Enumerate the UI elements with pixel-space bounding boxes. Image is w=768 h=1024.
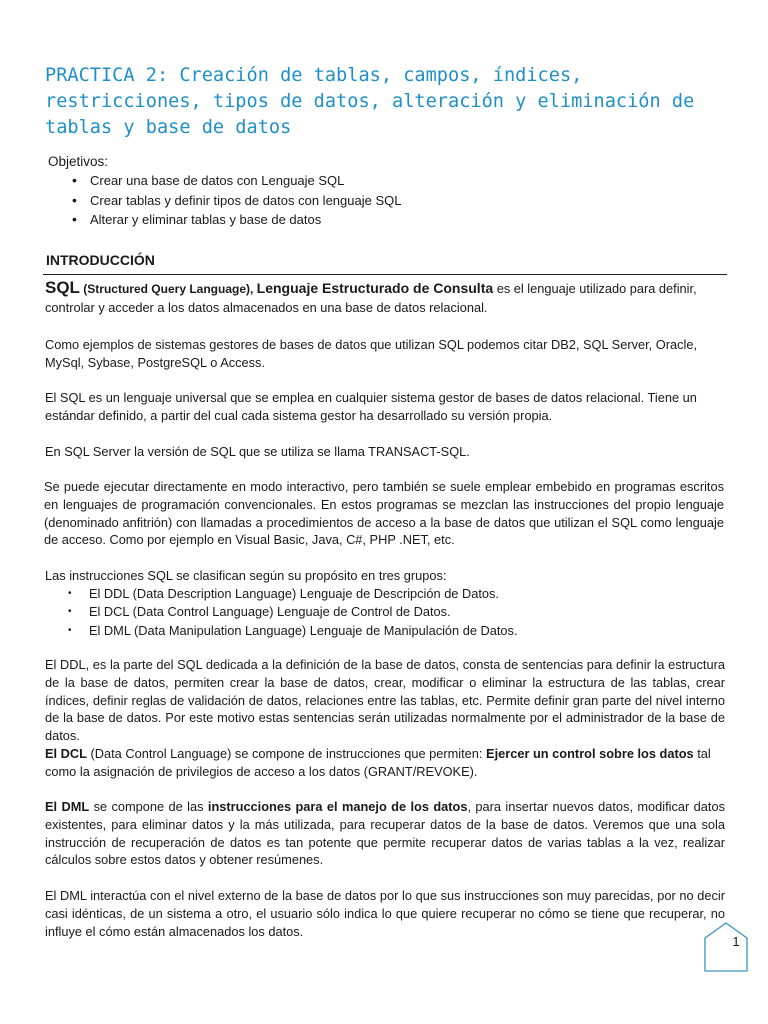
heading-divider [43,274,727,275]
sql-spanish-name: Lenguaje Estructurado de Consulta [256,280,494,296]
list-item-dml: • El DML (Data Manipulation Language) Lenguaje de Manipulación de Datos. [45,622,518,640]
sql-english-name: Structured Query Language [87,282,246,296]
sql-term: SQL [45,278,80,297]
objectives-heading: Objetivos: [48,154,109,169]
paragraph-dbms-examples: Como ejemplos de sistemas gestores de bases de datos que utilizan SQL podemos citar DB2, SQL Server, Oracle, MySql, Sybase, PostgreSQL o Access. [45,337,698,370]
objectives-list [45,171,401,230]
section-heading-introduccion: INTRODUCCIÓN [46,252,155,268]
paragraph-dcl: El DCL (Data Control Language) se compone de instrucciones que permiten: Ejercer un control sobre los datos tal como la asignación de privilegios de acceso a los datos (GRANT/REVOKE). [45,746,711,779]
objective-item: • Crear una base de datos con Lenguaje SQL [45,171,401,191]
paragraph-sql-definition: SQL (Structured Query Language), Lenguaje Estructurado de Consulta es el lenguaje utilizado para definir, controlar y acceder a los datos almacenados en una base de datos relacional. [45,278,697,315]
list-item-ddl: • El DDL (Data Description Language) Lenguaje de Descripción de Datos. [45,585,518,603]
paragraph-dml: El DML se compone de las instrucciones para el manejo de los datos, para insertar nuevos datos, modificar datos existentes, para eliminar datos y la más utilizada, para recuperar datos de la base de datos. Veremos que una sola instrucción de recuperación de datos es tan potente que permite recuperar datos de varias tablas a la vez, realizar cálculos sobre estos datos y obtener resúmenes. [45,799,725,868]
paragraph-dml-external: El DML interactúa con el nivel externo de la base de datos por lo que sus instrucciones son muy parecidas, por no decir casi idénticas, de un sistema a otro, el usuario sólo indica lo que quiere recuperar no cómo se tiene que recuperar, no influye el cómo están almacenados los datos. [45,888,725,939]
objective-item: • Crear tablas y definir tipos de datos con lenguaje SQL [45,191,401,211]
paragraph-sql-universal: El SQL es un lenguaje universal que se emplea en cualquier sistema gestor de bases de datos relacional. Tiene un estándar definido, a partir del cual cada sistema gestor ha desarrollado su versión propia. [45,390,697,423]
list-item-dcl: • El DCL (Data Control Language) Lenguaje de Control de Datos. [45,603,518,621]
paragraph-sql-groups-intro: Las instrucciones SQL se clasifican según su propósito en tres grupos: [45,568,447,583]
objective-item: • Alterar y eliminar tablas y base de datos [45,210,401,230]
paragraph-ddl: El DDL, es la parte del SQL dedicada a la definición de la base de datos, consta de sentencias para definir la estructura de la base de datos, permiten crear la base de datos, crear, modificar o eliminar la estructura de las tablas, crear índices, definir reglas de validación de datos, relaciones entre las tablas, etc. Permite definir gran parte del nivel interno de la base de datos. Por este motivo estas sentencias serán utilizadas normalmente por el administrador de la base de datos. [45,657,725,744]
paragraph-transact-sql: En SQL Server la versión de SQL que se utiliza se llama TRANSACT-SQL. [45,444,470,459]
page-title: PRACTICA 2: Creación de tablas, campos, índices, restricciones, tipos de datos, alteración y eliminación de tablas y base de datos [45,65,695,138]
sql-groups-list [45,585,518,640]
paragraph-embedded-sql: Se puede ejecutar directamente en modo interactivo, pero también se suele emplear embebido en programas escritos en lenguajes de programación convencionales. En estos programas se mezclan las instrucciones del propio lenguaje (denominado anfitrión) con llamadas a procedimientos de acceso a la base de datos que utilizan el SQL como lenguaje de acceso. Como por ejemplo en Visual Basic, Java, C#, PHP .NET, etc. [44,479,724,548]
page-number: 1 [732,934,740,949]
